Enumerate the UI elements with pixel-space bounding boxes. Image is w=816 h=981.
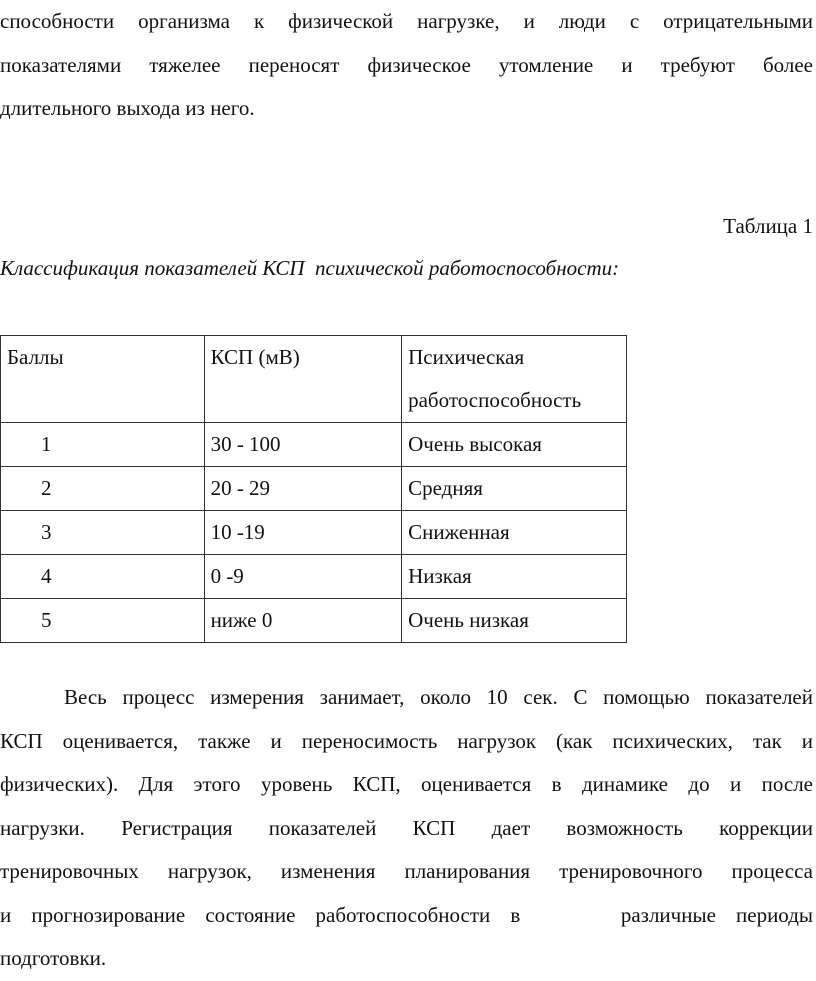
ksp-cell: 30 - 100 (204, 423, 402, 467)
performance-cell: Сниженная (402, 511, 627, 555)
performance-cell: Очень низкая (402, 599, 627, 643)
header-cell-performance: Психическая работоспособность (402, 336, 627, 423)
table-number: Таблица 1 (723, 214, 813, 238)
table-header-row (1, 336, 627, 423)
performance-cell: Средняя (402, 467, 627, 511)
table-title: Классификация показателей КСП психической работоспособности: (0, 256, 620, 280)
ksp-cell: 10 -19 (204, 511, 402, 555)
ksp-cell: ниже 0 (204, 599, 402, 643)
table-row (1, 599, 627, 643)
table-row (1, 511, 627, 555)
table-row (1, 423, 627, 467)
outro-line: КСП оценивается, также и переносимость нагрузок (как психических, так и (0, 728, 813, 753)
ksp-cell: 0 -9 (204, 555, 402, 599)
score-cell: 1 (1, 423, 205, 467)
performance-cell: Низкая (402, 555, 627, 599)
intro-line: показателями тяжелее переносят физическое утомление и требуют более (0, 52, 813, 77)
score-cell: 3 (1, 511, 205, 555)
score-cell: 4 (1, 555, 205, 599)
header-cell-score: Баллы (1, 336, 205, 423)
intro-paragraph (0, 0, 813, 131)
outro-paragraph (0, 676, 813, 981)
outro-line: тренировочных нагрузок, изменения планирования тренировочного процесса (0, 859, 813, 883)
outro-line: подготовки. (0, 946, 107, 970)
intro-line: длительного выхода из него. (0, 96, 255, 120)
outro-line: Весь процесс измерения занимает, около 10 сек. С помощью показателей (64, 685, 813, 709)
intro-line: способности организма к физической нагрузке, и люди с отрицательными (0, 9, 813, 33)
classification-table (0, 335, 627, 643)
score-cell: 2 (1, 467, 205, 511)
outro-line: и прогнозирование состояние работоспособности в различные периоды (0, 902, 813, 927)
table-row (1, 555, 627, 599)
header-cell-ksp: КСП (мВ) (204, 336, 402, 423)
performance-cell: Очень высокая (402, 423, 627, 467)
ksp-cell: 20 - 29 (204, 467, 402, 511)
outro-line: нагрузки. Регистрация показателей КСП дает возможность коррекции (0, 815, 813, 840)
score-cell: 5 (1, 599, 205, 643)
table-row (1, 467, 627, 511)
outro-line: физических). Для этого уровень КСП, оценивается в динамике до и после (0, 772, 813, 796)
